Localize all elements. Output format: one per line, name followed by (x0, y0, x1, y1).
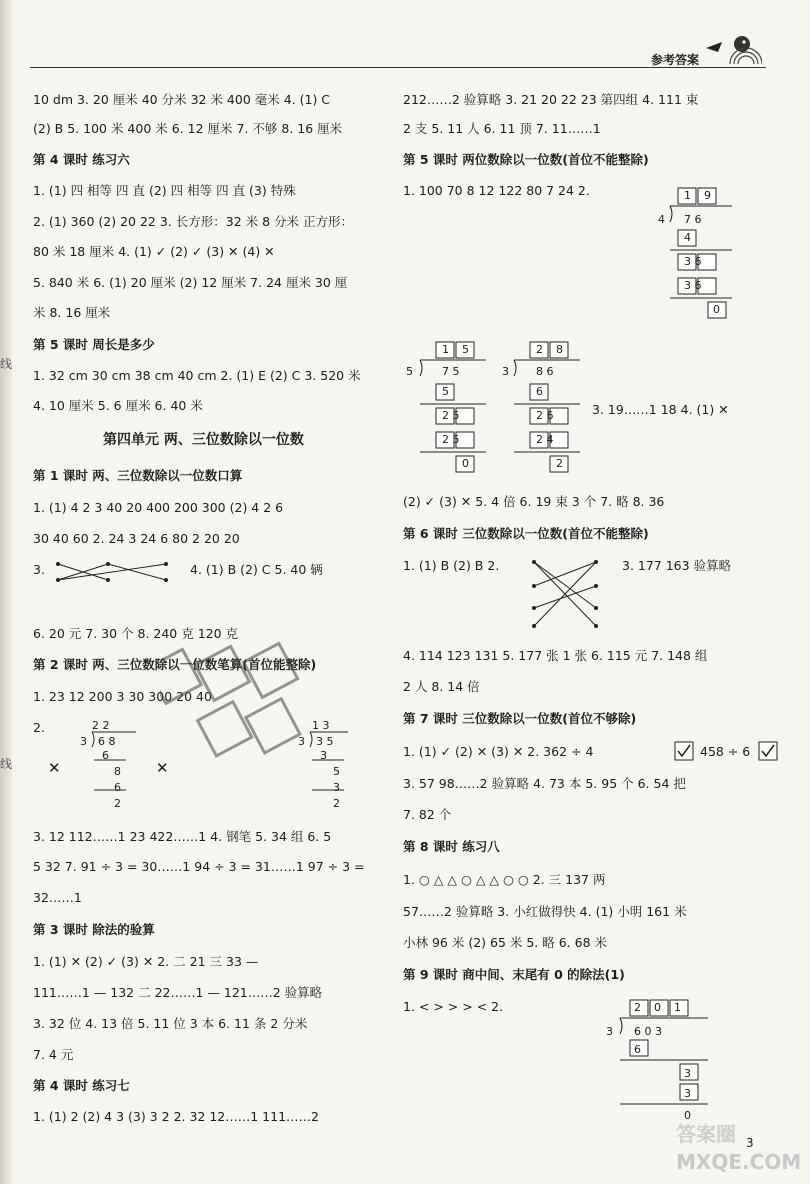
answer-line: 米 8. 16 厘米 (33, 305, 111, 320)
step: 3 6 (684, 279, 702, 292)
answer-line: 3. 32 位 4. 13 倍 5. 11 位 3 本 6. 11 条 2 分米 (33, 1016, 308, 1031)
step: 2 6 (536, 409, 554, 422)
quotient: 1 3 (312, 719, 330, 732)
lesson-heading: 第 4 课时 练习六 (33, 152, 130, 167)
step: 2 4 (536, 433, 554, 446)
answer-line: 3. 12 112……1 23 422……1 4. 钢笔 5. 34 组 6. 5 (33, 829, 332, 844)
answer-line: 4. 10 厘米 5. 6 厘米 6. 40 米 (33, 398, 203, 413)
answer-line: 458 ÷ 6 (700, 744, 751, 759)
quotient-digit: 0 (654, 1001, 661, 1014)
dividend: 6 8 (98, 735, 116, 748)
matching-lines-diagram (48, 556, 178, 604)
quotient-digit: 8 (556, 343, 563, 356)
answer-line: (2) ✓ (3) ✕ 5. 4 倍 6. 19 束 3 个 7. 略 8. 36 (403, 494, 665, 509)
lesson-heading: 第 1 课时 两、三位数除以一位数口算 (33, 468, 243, 483)
answer-line: 4. (1) B (2) C 5. 40 辆 (190, 562, 323, 577)
answer-line: 32……1 (33, 890, 82, 905)
step: 0 (713, 303, 720, 316)
step: 6 (102, 749, 109, 762)
answer-line: 1. < > > > < 2. (403, 999, 504, 1014)
divisor: 3 (298, 735, 305, 748)
margin-cut-mark: 线 (0, 757, 13, 771)
step: 2 5 (442, 433, 460, 446)
step: 6 (114, 781, 121, 794)
page-number: 3 (746, 1136, 754, 1150)
step: 5 (333, 765, 340, 778)
step: 3 (684, 1087, 691, 1100)
answer-line: 1. (1) ✕ (2) ✓ (3) ✕ 2. 二 21 三 33 — (33, 954, 259, 969)
answer-line: 1. 100 70 8 12 122 80 7 24 2. (403, 183, 590, 198)
lesson-heading: 第 5 课时 周长是多少 (33, 337, 155, 352)
quotient-digit: 2 (536, 343, 543, 356)
quotient: 2 2 (92, 719, 110, 732)
answer-line: 30 40 60 2. 24 3 24 6 80 2 20 20 (33, 531, 240, 546)
checked-box-icon (674, 741, 694, 761)
lesson-heading: 第 2 课时 两、三位数除以一位数笔算(首位能整除) (33, 657, 317, 672)
answer-line: 80 米 18 厘米 4. (1) ✓ (2) ✓ (3) ✕ (4) ✕ (33, 244, 275, 259)
quotient-digit: 5 (462, 343, 469, 356)
wrong-mark: ✕ (156, 759, 169, 777)
answer-line: 6. 20 元 7. 30 个 8. 240 克 120 克 (33, 626, 239, 641)
lesson-heading: 第 8 课时 练习八 (403, 839, 500, 854)
step: 3 6 (684, 255, 702, 268)
bird-logo-icon (700, 30, 762, 66)
header-rule (30, 67, 766, 68)
answer-line: 10 dm 3. 20 厘米 40 分米 32 米 400 毫米 4. (1) C (33, 92, 331, 107)
answer-line: 2 支 5. 11 人 6. 11 顶 7. 11……1 (403, 121, 601, 136)
step: 6 (536, 385, 543, 398)
checked-box-icon (758, 741, 778, 761)
dividend: 8 6 (536, 365, 554, 378)
dividend: 7 6 (684, 213, 702, 226)
answer-line: 2. (1) 360 (2) 20 22 3. 长方形：32 米 8 分米 正方形： (33, 214, 354, 229)
step: 0 (462, 457, 469, 470)
answer-line: 212……2 验算略 3. 21 20 22 23 第四组 4. 111 束 (403, 92, 699, 107)
answer-line: 2 人 8. 14 倍 (403, 679, 480, 694)
answer-line: 57……2 验算略 3. 小红做得快 4. (1) 小明 161 米 (403, 904, 687, 919)
lesson-heading: 第 6 课时 三位数除以一位数(首位不能整除) (403, 526, 649, 541)
answer-line: 1. 23 12 200 3 30 300 20 40 (33, 689, 212, 704)
answer-line: 3. 177 163 验算略 (622, 558, 732, 573)
answer-line: 1. ○ △ △ ○ △ △ ○ ○ 2. 三 137 两 (403, 872, 606, 887)
division-bracket (304, 730, 360, 810)
divisor: 4 (658, 213, 665, 226)
lesson-heading: 第 4 课时 练习七 (33, 1078, 130, 1093)
step: 3 (333, 781, 340, 794)
answer-line: 111……1 — 132 二 22……1 — 121……2 验算略 (33, 985, 323, 1000)
answer-line: 3. 19……1 18 4. (1) ✕ (592, 402, 729, 417)
answer-line: (2) B 5. 100 米 400 米 6. 12 厘米 7. 不够 8. 16 厘米 (33, 121, 343, 136)
step: 2 (333, 797, 340, 810)
step: 4 (684, 231, 691, 244)
step: 2 (114, 797, 121, 810)
answer-line: 1. (1) 四 相等 四 直 (2) 四 相等 四 直 (3) 特殊 (33, 183, 296, 198)
divisor: 5 (406, 365, 413, 378)
matching-lines-diagram (526, 556, 606, 632)
answer-line: 3. 57 98……2 验算略 4. 73 本 5. 95 个 6. 54 把 (403, 776, 686, 791)
quotient-digit: 2 (634, 1001, 641, 1014)
quotient-digit: 1 (684, 189, 691, 202)
answer-line: 1. 32 cm 30 cm 38 cm 40 cm 2. (1) E (2) C 3. 520 米 (33, 368, 361, 383)
step: 2 (556, 457, 563, 470)
answer-line: 4. 114 123 131 5. 177 张 1 张 6. 115 元 7. 148 组 (403, 648, 708, 663)
dividend: 3 5 (316, 735, 334, 748)
answer-line: 7. 4 元 (33, 1047, 74, 1062)
answer-line: 5 32 7. 91 ÷ 3 = 30……1 94 ÷ 3 = 31……1 97 ÷ 3 = (33, 859, 365, 874)
unit-heading: 第四单元 两、三位数除以一位数 (103, 432, 304, 448)
margin-cut-mark: 线 (0, 357, 13, 371)
step: 6 (634, 1043, 641, 1056)
answer-line: 小林 96 米 (2) 65 米 5. 略 6. 68 米 (403, 935, 608, 950)
wrong-mark: ✕ (48, 759, 61, 777)
step: 3 (684, 1067, 691, 1080)
answer-line: 1. (1) B (2) B 2. (403, 558, 500, 573)
quotient-digit: 1 (442, 343, 449, 356)
lesson-heading: 第 7 课时 三位数除以一位数(首位不够除) (403, 711, 637, 726)
dividend: 7 5 (442, 365, 460, 378)
answer-line: 3. (33, 562, 45, 577)
answer-line: 7. 82 个 (403, 807, 452, 822)
divisor: 3 (606, 1025, 613, 1038)
step: 2 5 (442, 409, 460, 422)
answer-line: 1. (1) ✓ (2) ✕ (3) ✕ 2. 362 ÷ 4 (403, 744, 594, 759)
answer-line: 1. (1) 4 2 3 40 20 400 200 300 (2) 4 2 6 (33, 500, 284, 515)
site-watermark-url: MXQE.COM (676, 1150, 802, 1174)
quotient-digit: 9 (704, 189, 711, 202)
step: 8 (114, 765, 121, 778)
page-header-title: 参考答案 (651, 53, 700, 67)
answer-line: 2. (33, 720, 45, 735)
answer-line: 1. (1) 2 (2) 4 3 (3) 3 2 2. 32 12……1 111……2 (33, 1109, 319, 1124)
page-binding-edge (0, 0, 12, 1184)
boxed-division (652, 184, 738, 322)
divisor: 3 (502, 365, 509, 378)
quotient-digit: 1 (674, 1001, 681, 1014)
step: 5 (442, 385, 449, 398)
lesson-heading: 第 5 课时 两位数除以一位数(首位不能整除) (403, 152, 649, 167)
dividend: 6 0 3 (634, 1025, 662, 1038)
site-watermark-logo: 答案圈 (676, 1122, 736, 1146)
divisor: 3 (80, 735, 87, 748)
step: 3 (320, 749, 327, 762)
lesson-heading: 第 3 课时 除法的验算 (33, 922, 155, 937)
lesson-heading: 第 9 课时 商中间、末尾有 0 的除法(1) (403, 967, 625, 982)
answer-line: 5. 840 米 6. (1) 20 厘米 (2) 12 厘米 7. 24 厘米 30 厘 (33, 275, 348, 290)
step: 0 (684, 1109, 691, 1122)
